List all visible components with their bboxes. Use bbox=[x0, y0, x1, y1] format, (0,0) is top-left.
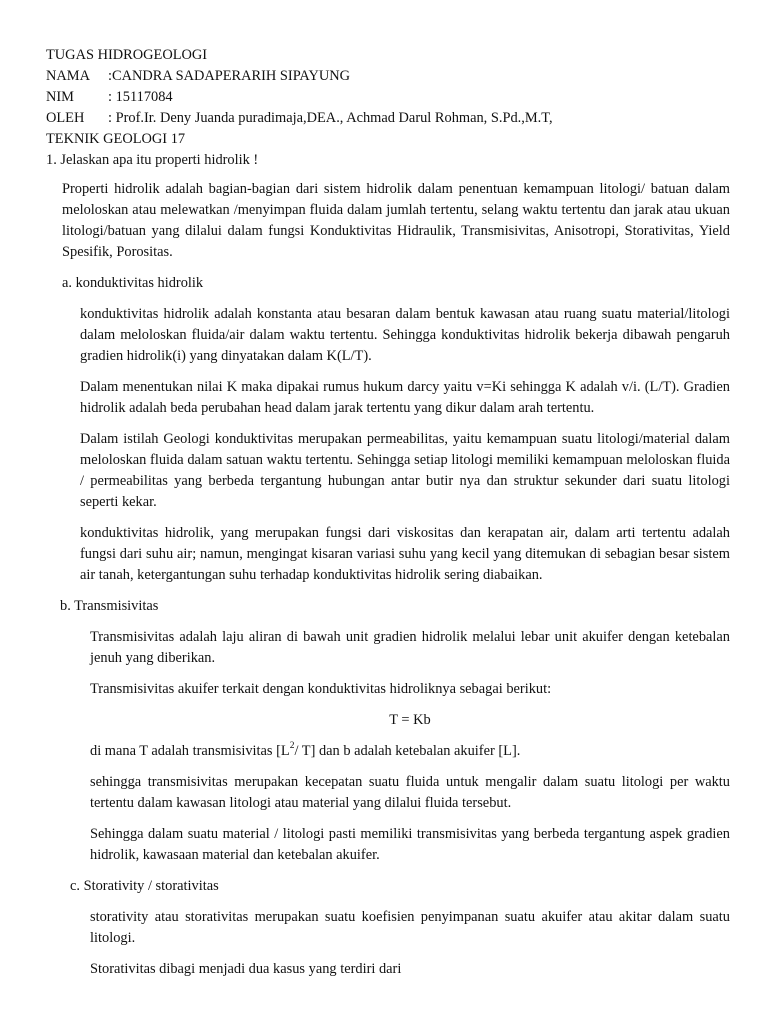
formula-superscript: 2 bbox=[289, 741, 295, 752]
section-c-paragraph-2: Storativitas dibagi menjadi dua kasus yang terdiri dari bbox=[90, 961, 402, 977]
question-line: 1. Jelaskan apa itu properti hidrolik ! bbox=[46, 152, 259, 168]
section-a-paragraph-4: konduktivitas hidrolik, yang merupakan fungsi dari viskositas dan kerapatan air, dalam arti tertentu adalah fungsi dari suhu air; namun, mengingat kisaran variasi suhu yang kecil yang ditemukan di sebagian besar sistem air tanah, ketergantungan suhu terhadap konduktivitas hidrolik sering diabaikan. bbox=[80, 525, 730, 583]
intro-paragraph: Properti hidrolik adalah bagian-bagian dari sistem hidrolik dalam penentuan kemampuan litologi/ batuan dalam meloloskan atau melewatkan /menyimpan fluida dalam jumlah tertentu, selang waktu tertentu dan jarak atau ukuan litologi/batuan yang dilalui dalam fungsi Konduktivitas Hidraulik, Transmisivitas, Anisotropi, Storativitas, Yield Spesifik, Porositas. bbox=[62, 181, 730, 260]
section-a-paragraph-1: konduktivitas hidrolik adalah konstanta atau besaran dalam bentuk kawasan atau ruang suatu material/litologi dalam meloloskan fluida/air dalam waktu tertentu. Sehingga konduktivitas hidrolik bekerja dibawah pengaruh gradien hidrolik(i) yang dinyatakan dalam K(L/T). bbox=[80, 306, 730, 364]
section-a-paragraph-3: Dalam istilah Geologi konduktivitas merupakan permeabilitas, yaitu kemampuan suatu litologi/material dalam meloloskan fluida dalam satuan waktu tertentu. Sehingga setiap litologi memiliki kemampuan meloloskan fluida / permeabilitas yang berbeda tergantung hubungan antar butir nya dan struktur sekunder dari suatu litologi seperti kekar. bbox=[80, 431, 730, 510]
name-line bbox=[46, 66, 730, 87]
nim-value: : 15117084 bbox=[108, 89, 173, 105]
formula-text-after: / T] dan b adalah ketebalan akuifer [L]. bbox=[294, 743, 521, 759]
name-value: :CANDRA SADAPERARIH SIPAYUNG bbox=[108, 68, 351, 84]
nim-line bbox=[46, 87, 730, 108]
section-a-paragraph-2: Dalam menentukan nilai K maka dipakai rumus hukum darcy yaitu v=Ki sehingga K adalah v/i. (L/T). Gradien hidrolik adalah beda perubahan head dalam jarak tertentu yang dikur dalam arah tertentu. bbox=[80, 379, 730, 416]
oleh-label: OLEH bbox=[46, 110, 85, 126]
section-b-paragraph-5: Sehingga dalam suatu material / litologi pasti memiliki transmisivitas yang berbeda tergantung aspek gradien hidrolik, kawasaan material dan ketebalan akuifer. bbox=[90, 826, 730, 863]
section-b-paragraph-2: Transmisivitas akuifer terkait dengan konduktivitas hidroliknya sebagai berikut: bbox=[90, 681, 552, 697]
section-b-paragraph-3 bbox=[90, 741, 730, 762]
formula: T = Kb bbox=[389, 712, 431, 728]
doc-title: TUGAS HIDROGEOLOGI bbox=[46, 47, 208, 63]
nim-label: NIM bbox=[46, 89, 74, 105]
section-b-paragraph-4: sehingga transmisivitas merupakan kecepatan suatu fluida untuk mengalir dalam suatu litologi per waktu tertentu dalam kawasan litologi atau material yang dilalui fluida tersebut. bbox=[90, 774, 730, 811]
oleh-value: : Prof.Ir. Deny Juanda puradimaja,DEA., Achmad Darul Rohman, S.Pd.,M.T, bbox=[108, 110, 553, 126]
section-b-heading: b. Transmisivitas bbox=[60, 598, 159, 614]
section-a-heading: a. konduktivitas hidrolik bbox=[62, 275, 204, 291]
section-c-paragraph-1: storativity atau storativitas merupakan suatu koefisien penyimpanan suatu akuifer atau akitar dalam suatu litologi. bbox=[90, 909, 730, 946]
program-line: TEKNIK GEOLOGI 17 bbox=[46, 131, 186, 147]
formula-text-before: di mana T adalah transmisivitas [L bbox=[90, 743, 290, 759]
section-b-paragraph-1: Transmisivitas adalah laju aliran di bawah unit gradien hidrolik melalui lebar unit akuifer dengan ketebalan jenuh yang diberikan. bbox=[90, 629, 730, 666]
section-c-heading: c. Storativity / storativitas bbox=[70, 878, 219, 894]
name-label: NAMA bbox=[46, 68, 90, 84]
oleh-line bbox=[46, 108, 730, 129]
